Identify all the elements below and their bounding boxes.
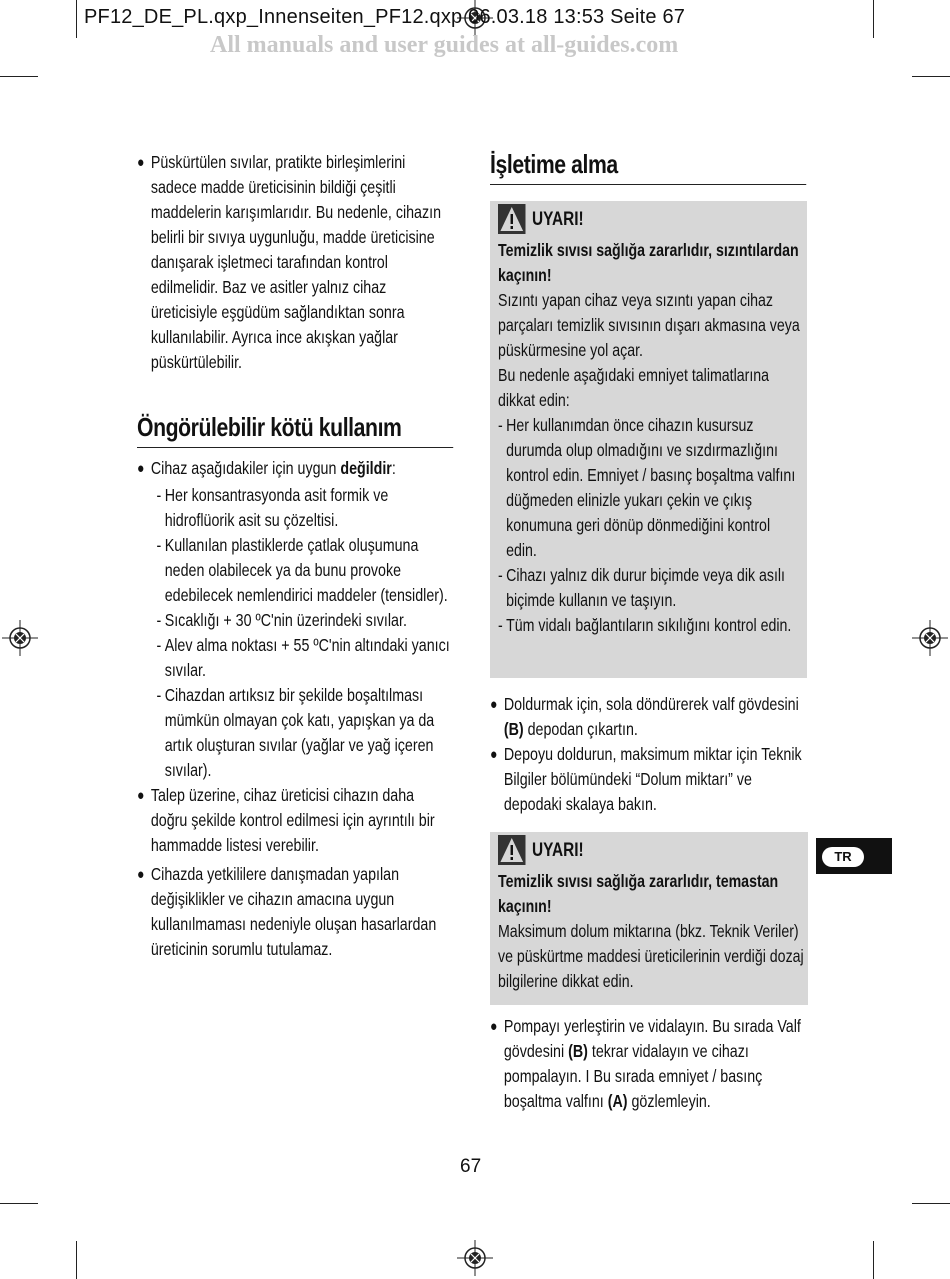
registration-mark-icon [457, 1240, 493, 1276]
step-text: depodan çıkartın. [527, 719, 638, 739]
pump-step [490, 1014, 806, 1114]
misuse-heading: Öngörülebilir kötü kullanım [137, 412, 402, 442]
step-fill-1 [490, 692, 806, 742]
left-column [137, 150, 453, 962]
unsuitable-bullet [137, 456, 453, 481]
part-ref: (A) [607, 1091, 628, 1111]
language-tab-label: TR [822, 847, 864, 867]
registration-mark-icon [2, 620, 38, 656]
warning-triangle-icon [498, 204, 526, 234]
step-text: tekrar vidalayın ve cihazı pompalayın. I Bu sırada emniyet / basınç boşaltma valfını [503, 1041, 763, 1111]
heading-rule [490, 184, 806, 185]
intro-bullet: ● Püskürtülen sıvılar, pratikte birleşimlerini sadece madde üreticisinin bildiği çeşitli maddelerin karışımlarıdır. Bu nedenle, cihazın belirli bir sıvıya uygunluğu, madde üreticisine danışarak işletmeci tarafından kontrol edilmelidir. Baz ve asitler yalnız cihaz üreticisiyle eşgüdüm sağlandıktan sonra kullanılabilir. Ayrıca ince akışkan yağlar püskürtülebilir. [137, 150, 453, 375]
warning-text: Maksimum dolum miktarına (bkz. Teknik Veriler) ve püskürtme maddesi üreticilerinin verdiği dozaj bilgilerine dikkat edin. [498, 921, 804, 991]
warning-triangle-icon [498, 835, 526, 865]
step-text: gözlemleyin. [631, 1091, 711, 1111]
crop-mark [0, 1203, 38, 1204]
warning-label: UYARI! [532, 839, 584, 861]
liability-bullet: ● Cihazda yetkililere danışmadan yapılan değişiklikler ve cihazın amacına uygun kullanılmaması nedeniyle oluşan hasarlardan üreticinin sorumlu tutulamaz. [137, 862, 453, 962]
page-number: 67 [460, 1156, 482, 1177]
step-fill-2: ● Depoyu doldurun, maksimum miktar için Teknik Bilgiler bölümündeki “Dolum miktarı” ve depodaki skalaya bakın. [490, 742, 806, 817]
warning-title: Temizlik sıvısı sağlığa zararlıdır, temastan kaçının! [498, 871, 779, 916]
step-text: Pompayı yerleştirin ve vidalayın. Bu sırada Valf gövdesini [503, 1016, 801, 1061]
startup-heading: İşletime alma [490, 149, 618, 179]
unsuitable-item: - Cihazdan artıksız bir şekilde boşaltılması mümkün olmayan çok katı, yapışkan ya da artık oluşturan sıvılar (yağlar ve yağ içeren sıvılar). [157, 683, 454, 783]
startup-heading-block [490, 148, 806, 185]
watermark: All manuals and user guides at all-guides.com [210, 32, 679, 58]
unsuitable-item: - Alev alma noktası + 55 ºC'nin altındaki yanıcı sıvılar. [157, 633, 454, 683]
warning-label: UYARI! [532, 208, 584, 230]
unsuitable-bold: değildir [340, 458, 392, 478]
fill-steps [490, 692, 806, 817]
raw-materials-bullet: ● Talep üzerine, cihaz üreticisi cihazın daha doğru şekilde kontrol edilmesi için ayrıntılı bir hammadde listesi verebilir. [137, 783, 453, 858]
warning-text: Sızıntı yapan cihaz veya sızıntı yapan cihaz parçaları temizlik sıvısının dışarı akmasına veya püskürmesine yol açar. [498, 290, 800, 360]
warning-box-content [498, 835, 806, 994]
step-text: Doldurmak için, sola döndürerek valf gövdesini [503, 694, 799, 714]
warning-text: Bu nedenle aşağıdaki emniyet talimatlarına dikkat edin: [498, 365, 770, 410]
registration-mark-icon [912, 620, 948, 656]
crop-mark [76, 0, 77, 38]
print-slug: PF12_DE_PL.qxp_Innenseiten_PF12.qxp 06.03.18 13:53 Seite 67 [84, 6, 686, 28]
unsuitable-item: - Her konsantrasyonda asit formik ve hidroflüorik asit su çözeltisi. [157, 483, 454, 533]
crop-mark [912, 1203, 950, 1204]
part-ref: (B) [568, 1041, 588, 1061]
unsuitable-intro: Cihaz aşağıdakiler için uygun [150, 458, 337, 478]
unsuitable-item: - Sıcaklığı + 30 ºC'nin üzerindeki sıvılar. [157, 608, 454, 633]
unsuitable-item: - Kullanılan plastiklerde çatlak oluşumuna neden olabilecek ya da bunu provoke edebilecek nemlendirici maddeler (tensidler). [157, 533, 454, 608]
part-ref: (B) [503, 719, 524, 739]
warning-item: - Her kullanımdan önce cihazın kusursuz durumda olup olmadığını ve sızdırmazlığını kontrol edin. Emniyet / basınç boşaltma valfını düğmeden elinizle yukarı çekin ve çıkış konumuna geri dönüp dönmediğini kontrol edin. [498, 413, 804, 563]
warning-item: - Tüm vidalı bağlantıların sıkılığını kontrol edin. [498, 613, 804, 638]
heading-rule [137, 447, 453, 448]
warning-item: - Cihazı yalnız dik durur biçimde veya dik asılı biçimde kullanın ve taşıyın. [498, 563, 804, 613]
unsuitable-colon: : [391, 458, 396, 478]
crop-mark [873, 0, 874, 38]
warning-title: Temizlik sıvısı sağlığa zararlıdır, sızıntılardan kaçının! [498, 240, 799, 285]
step-pump [490, 1014, 806, 1114]
warning-box-content [498, 204, 804, 638]
crop-mark [76, 1241, 77, 1279]
crop-mark [873, 1241, 874, 1279]
crop-mark [0, 76, 38, 77]
crop-mark [912, 76, 950, 77]
